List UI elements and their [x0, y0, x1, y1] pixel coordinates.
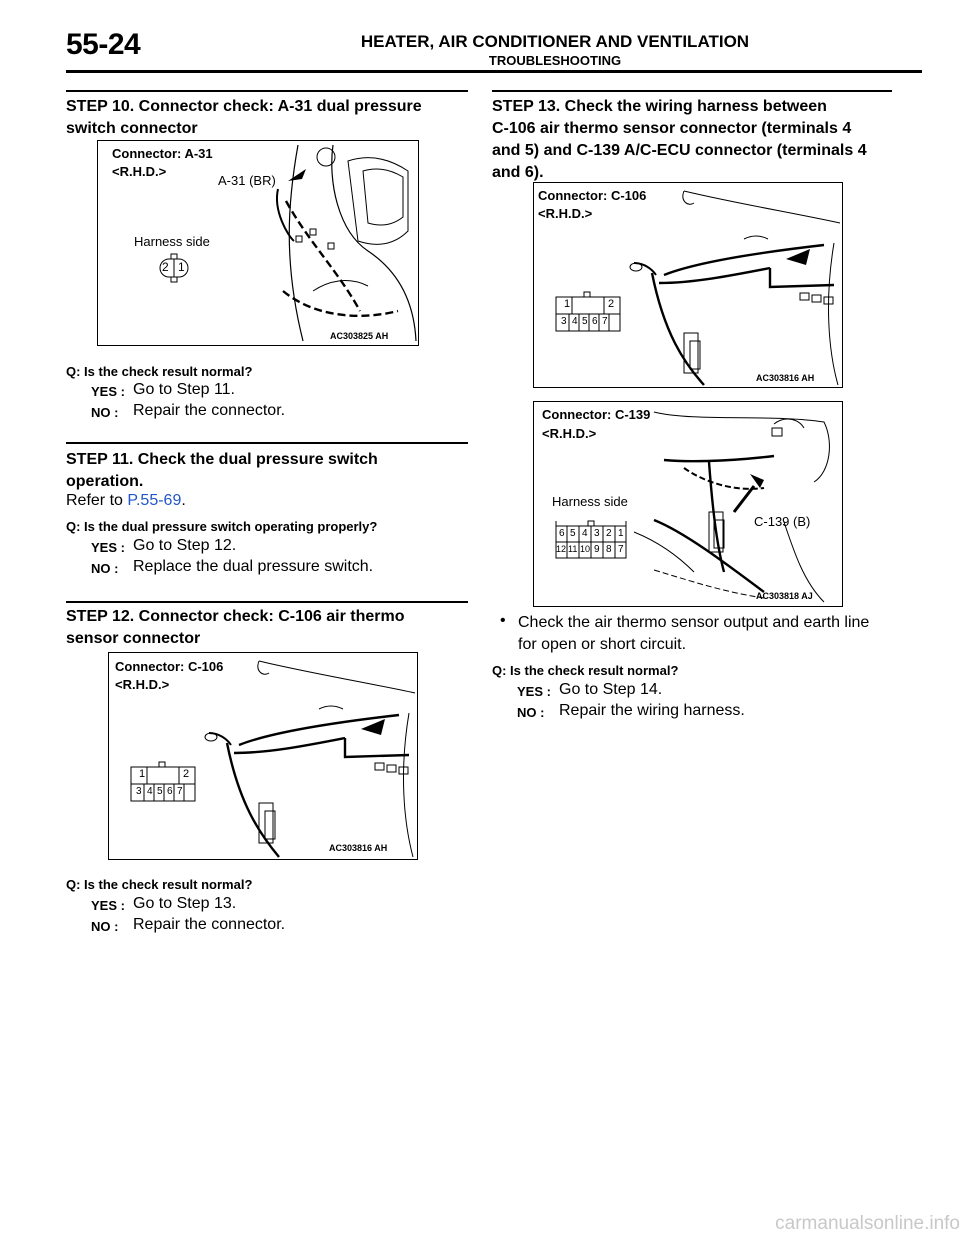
- step12-title: [66, 606, 404, 650]
- fig2-c106-pin-7: 7: [602, 316, 608, 327]
- step10-yes-text: Go to Step 11.: [133, 381, 235, 398]
- step11-no-text: Replace the dual pressure switch.: [133, 558, 374, 575]
- fig-a31-rhd-label: <R.H.D.>: [112, 164, 167, 179]
- fig-c139-pin-11: 11: [568, 544, 578, 554]
- bullet-dot: •: [500, 612, 506, 629]
- step13-title-line3: and 5) and C-139 A/C-ECU connector (terminals 4: [492, 142, 867, 159]
- fig-c139-pin-9: 9: [594, 544, 600, 555]
- step12-question: Q: Is the check result normal?: [66, 877, 253, 892]
- fig2-c106-pin-6: 6: [592, 316, 598, 327]
- step10-question: Q: Is the check result normal?: [66, 364, 253, 379]
- step13-yes-text: Go to Step 14.: [559, 681, 663, 698]
- step13-title: [492, 96, 867, 184]
- fig-c139-pin-7: 7: [618, 544, 624, 555]
- fig-c106-rhd-label: <R.H.D.>: [115, 677, 170, 692]
- step12-title-line2: sensor connector: [66, 630, 201, 647]
- fig-a31-callout: A-31 (BR): [218, 173, 276, 188]
- step13-no-label: NO :: [517, 705, 545, 720]
- fig-c139-callout: C-139 (B): [754, 514, 811, 529]
- fig-c139-code: AC303818 AJ: [756, 591, 813, 601]
- fig2-c106-pin-4: 4: [572, 316, 578, 327]
- step11-refer: [66, 490, 186, 512]
- fig-a31-pin-2: 2: [162, 260, 169, 274]
- step10-no-label: NO :: [91, 405, 119, 420]
- step11-title: [66, 449, 378, 493]
- step11-yes-label: YES :: [91, 540, 125, 555]
- step10-title: [66, 96, 422, 140]
- fig-c106-pin-5: 5: [157, 786, 163, 797]
- fig2-c106-pin-1: 1: [564, 298, 571, 310]
- fig-a31-connector-label: Connector: A-31: [112, 146, 213, 161]
- figure-c106-connector: [108, 652, 418, 860]
- fig-c106-pin-7: 7: [177, 786, 183, 797]
- step13-bullet-line2: for open or short circuit.: [518, 636, 687, 653]
- step13-title-line4: and 6).: [492, 164, 544, 181]
- step11-title-line2: operation.: [66, 473, 144, 490]
- step13-question: Q: Is the check result normal?: [492, 663, 679, 678]
- fig-c139-pin-12: 12: [556, 544, 567, 554]
- fig-c139-connector-label: Connector: C-139: [542, 407, 651, 422]
- step10-yes-label: YES :: [91, 384, 125, 399]
- fig-c106-pin-6: 6: [167, 786, 173, 797]
- fig-c106-pin-4: 4: [147, 786, 153, 797]
- step12-no-text: Repair the connector.: [133, 916, 286, 933]
- fig-c106-pin-2: 2: [183, 768, 190, 780]
- c139-pin-diagram: [556, 521, 626, 558]
- page-number: 55-24: [66, 28, 141, 61]
- step13-bullet-text: [518, 612, 869, 656]
- figure-c106-connector-step13: [533, 182, 843, 388]
- fig2-c106-pin-5: 5: [582, 316, 588, 327]
- fig-c139-rhd-label: <R.H.D.>: [542, 426, 597, 441]
- step11-no-label: NO :: [91, 561, 119, 576]
- figure-a31-connector: [97, 140, 419, 346]
- fig-a31-pin-1: 1: [178, 260, 185, 274]
- fig-a31-code: AC303825 AH: [330, 331, 389, 341]
- step11-question: Q: Is the dual pressure switch operating properly?: [66, 519, 378, 534]
- step10-no-text: Repair the connector.: [133, 402, 286, 419]
- step13-bullet-line1: Check the air thermo sensor output and earth line: [518, 614, 870, 631]
- fig-c106-pin-3: 3: [136, 786, 142, 797]
- fig-c139-pin-2: 2: [606, 528, 612, 539]
- fig-c139-pin-4: 4: [582, 528, 588, 539]
- fig-c106-connector-label: Connector: C-106: [115, 659, 224, 674]
- fig2-c106-connector-label: Connector: C-106: [538, 188, 647, 203]
- step12-rule: [66, 601, 468, 603]
- header-rule: [66, 70, 922, 73]
- fig-c139-pin-6: 6: [559, 528, 565, 539]
- fig2-c106-rhd-label: <R.H.D.>: [538, 206, 593, 221]
- step11-refer-prefix: Refer to: [66, 492, 128, 509]
- step11-refer-link[interactable]: P.55-69: [127, 492, 182, 509]
- step11-refer-suffix: .: [181, 492, 186, 509]
- fig2-c106-pin-2: 2: [608, 298, 615, 310]
- step11-yes-text: Go to Step 12.: [133, 537, 237, 554]
- fig-c139-pin-8: 8: [606, 544, 612, 555]
- fig-c139-pin-1: 1: [618, 528, 624, 539]
- step10-title-line1: STEP 10. Connector check: A-31 dual pressure: [66, 98, 422, 115]
- step10-title-line2: switch connector: [66, 120, 198, 137]
- step13-title-line2: C-106 air thermo sensor connector (terminals 4: [492, 120, 852, 137]
- step13-rule: [492, 90, 892, 92]
- fig-c106-pin-1: 1: [139, 768, 146, 780]
- fig-c139-pin-10: 10: [580, 544, 591, 554]
- step12-yes-text: Go to Step 13.: [133, 895, 237, 912]
- section-subtitle: TROUBLESHOOTING: [488, 53, 622, 68]
- step13-yes-label: YES :: [517, 684, 551, 699]
- step13-title-line1: STEP 13. Check the wiring harness between: [492, 98, 827, 115]
- section-title: HEATER, AIR CONDITIONER AND VENTILATION: [360, 32, 750, 51]
- step13-no-text: Repair the wiring harness.: [559, 702, 745, 719]
- fig2-c106-pin-3: 3: [561, 316, 567, 327]
- fig-c139-harness-label: Harness side: [552, 494, 628, 509]
- fig2-c106-code: AC303816 AH: [756, 373, 815, 383]
- fig-a31-harness-label: Harness side: [134, 234, 210, 249]
- figure-c139-connector: [533, 401, 843, 607]
- step12-title-line1: STEP 12. Connector check: C-106 air thermo: [66, 608, 405, 625]
- watermark: carmanualsonline.info: [775, 1213, 960, 1234]
- step10-rule: [66, 90, 468, 92]
- fig-c106-code: AC303816 AH: [329, 843, 388, 853]
- step11-rule: [66, 442, 468, 444]
- step11-title-line1: STEP 11. Check the dual pressure switch: [66, 451, 378, 468]
- step12-yes-label: YES :: [91, 898, 125, 913]
- step12-no-label: NO :: [91, 919, 119, 934]
- fig-c139-pin-5: 5: [570, 528, 576, 539]
- fig-c139-pin-3: 3: [594, 528, 600, 539]
